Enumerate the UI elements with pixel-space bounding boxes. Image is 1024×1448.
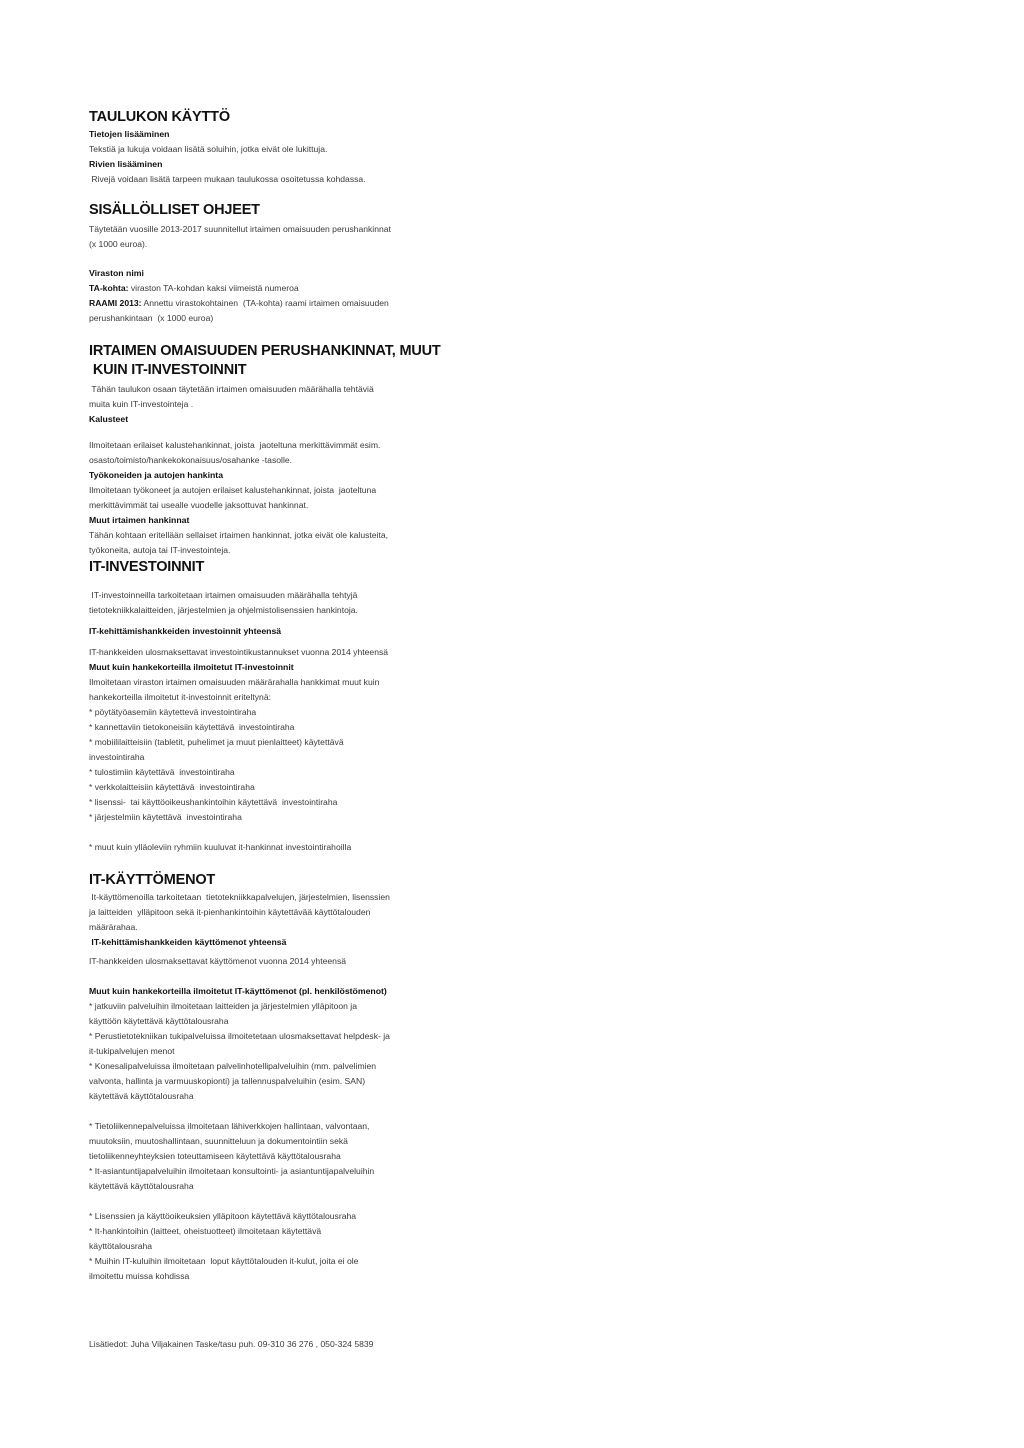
section-irtaimen-omaisuuden-perushankinnat [89, 342, 469, 558]
subheading-viraston-nimi: Viraston nimi [89, 268, 144, 278]
subheading-rivien-lisaaminen: Rivien lisääminen [89, 159, 163, 169]
ta-kohta-label: TA-kohta: [89, 283, 129, 293]
paragraph: IT-hankkeiden ulosmaksettavat investointikustannukset vuonna 2014 yhteensä [89, 647, 389, 657]
subheading-muut-it-kayttomenot: Muut kuin hankekorteilla ilmoitetut IT-käyttömenot (pl. henkilöstömenot) [89, 986, 387, 996]
section-title: SISÄLLÖLLISET OHJEET [89, 202, 260, 218]
section-it-kayttomenot [89, 871, 469, 1284]
paragraph: * muut kuin ylläoleviin ryhmiin kuuluvat it-hankinnat investointirahoilla [89, 842, 352, 852]
section-title: TAULUKON KÄYTTÖ [89, 109, 230, 125]
paragraph: Ilmoitetaan työkoneet ja autojen erilaiset kalustehankinnat, joista jaoteltuna merkittävimmät tai usealle vuodelle jaksottuvat hankinnat. [89, 485, 377, 510]
section-title: IT-INVESTOINNIT [89, 559, 205, 575]
subheading-muut-it-investoinnit: Muut kuin hankekorteilla ilmoitetut IT-investoinnit [89, 662, 294, 672]
raami-text: Annettu virastokohtainen (TA-kohta) raami irtaimen omaisuuden perushankintaan (x 1000 euroa) [89, 298, 389, 323]
paragraph: Tähän kohtaan eritellään sellaiset irtaimen hankinnat, jotka eivät ole kalusteita, työkoneita, autoja tai IT-investointeja. [89, 530, 389, 555]
bullet-list-kayttomenot-3: * Lisenssien ja käyttöoikeuksien ylläpitoon käytettävä käyttötalousraha * It-hankintoihin (laitteet, oheistuotteet) ilmoitetaan käytettävä käyttötalousraha * Muihin IT-kuluihin ilmoitetaan loput käyttötalouden it-kulut, joita ei ole ilmoitettu muissa kohdissa [89, 1211, 359, 1281]
contact-footer: Lisätiedot: Juha Viljakainen Taske/tasu puh. 09-310 36 276 , 050-324 5839 [89, 1339, 374, 1349]
subheading-tyokoneiden-ja-autojen-hankinta: Työkoneiden ja autojen hankinta [89, 470, 224, 480]
section-sisallolliset-ohjeet [89, 201, 469, 326]
subheading-it-kehittamishankkeiden-investoinnit: IT-kehittämishankkeiden investoinnit yhteensä [89, 626, 282, 636]
subheading-kalusteet: Kalusteet [89, 414, 129, 424]
paragraph: Ilmoitetaan erilaiset kalustehankinnat, joista jaoteltuna merkittävimmät esim. osasto/toimisto/hankekokonaisuus/osahanke -tasolle. [89, 440, 381, 465]
section-it-investoinnit [89, 558, 469, 855]
paragraph: Tähän taulukon osaan täytetään irtaimen omaisuuden määrähalla tehtäviä muita kuin IT-investointeja . [89, 384, 374, 409]
paragraph: Tekstiä ja lukuja voidaan lisätä soluihin, jotka eivät ole lukittuja. [89, 144, 328, 154]
subheading-it-kehittamishankkeiden-kayttomenot: IT-kehittämishankkeiden käyttömenot yhteensä [89, 937, 287, 947]
subheading-muut-irtaimen-hankinnat: Muut irtaimen hankinnat [89, 515, 190, 525]
paragraph: IT-investoinneilla tarkoitetaan irtaimen omaisuuden määrähalla tehtyjä tietotekniikkalaitteiden, järjestelmien ja ohjelmistolisenssien hankintoja. [89, 590, 358, 615]
paragraph: IT-hankkeiden ulosmaksettavat käyttömenot vuonna 2014 yhteensä [89, 956, 347, 966]
paragraph: Rivejä voidaan lisätä tarpeen mukaan taulukossa osoitetussa kohdassa. [89, 174, 366, 184]
raami-label: RAAMI 2013: [89, 298, 142, 308]
bullet-list-kayttomenot-1: * jatkuviin palveluihin ilmoitetaan laitteiden ja järjestelmien ylläpitoon ja käyttöön käytettävä käyttötalousraha * Perustietotekniikan tukipalveluissa ilmoitetetaan ulosmaksettavat helpdesk- ja it-tukipalvelujen menot * Konesalipalveluissa ilmoitetaan palvelinhotellipalveluihin (mm. palvelimien valvonta, hallinta ja varmuuskopionti) ja tallennuspalveluihin (esim. SAN) käytettävä käyttötalousraha [89, 1001, 390, 1101]
section-title-line2: KUIN IT-INVESTOINNIT [89, 362, 247, 378]
raami-line [89, 296, 469, 326]
bullet-list-it-investoinnit: Ilmoitetaan viraston irtaimen omaisuuden määrärahalla hankkimat muut kuin hankekorteilla ilmoitetut it-investoinnit eriteltynä: * pöytätyöasemiin käytettevä investointiraha * kannettaviin tietokoneisiin käytettävä investointiraha * mobiililaitteisiin (tabletit, puhelimet ja muut pienlaitteet) käytettävä investointiraha * tulostimiin käytettävä investointiraha * verkkolaitteisiin käytettävä investointiraha * lisenssi- tai käyttöoikeushankintoihin käytettävä investointiraha * järjestelmiin käytettävä investointiraha [89, 677, 380, 822]
document-body [89, 108, 469, 1284]
paragraph: It-käyttömenoilla tarkoitetaan tietotekniikkapalvelujen, järjestelmien, lisenssien ja laitteiden ylläpitoon sekä it-pienhankintoihin käytettävää käyttötalouden määrärahaa. [89, 892, 390, 932]
bullet-list-kayttomenot-2: * Tietoliikennepalveluissa ilmoitetaan lähiverkkojen hallintaan, valvontaan, muutoksiin, muutoshallintaan, suunnitteluun ja dokumentointiin sekä tietoliikenneyhteyksien toteuttamiseen käytettävä käyttötalousraha * It-asiantuntijapalveluihin ilmoitetaan konsultointi- ja asiantuntijapalveluihin käytettävä käyttötalousraha [89, 1121, 375, 1191]
section-taulukon-kaytto [89, 108, 469, 187]
ta-kohta-line [89, 281, 469, 296]
ta-kohta-text: viraston TA-kohdan kaksi viimeistä numeroa [128, 283, 299, 293]
subheading-tietojen-lisaaminen: Tietojen lisääminen [89, 129, 170, 139]
paragraph: Täytetään vuosille 2013-2017 suunnitellut irtaimen omaisuuden perushankinnat (x 1000 euroa). [89, 224, 391, 249]
section-title: IT-KÄYTTÖMENOT [89, 872, 216, 888]
section-title-line1: IRTAIMEN OMAISUUDEN PERUSHANKINNAT, MUUT [89, 343, 441, 359]
